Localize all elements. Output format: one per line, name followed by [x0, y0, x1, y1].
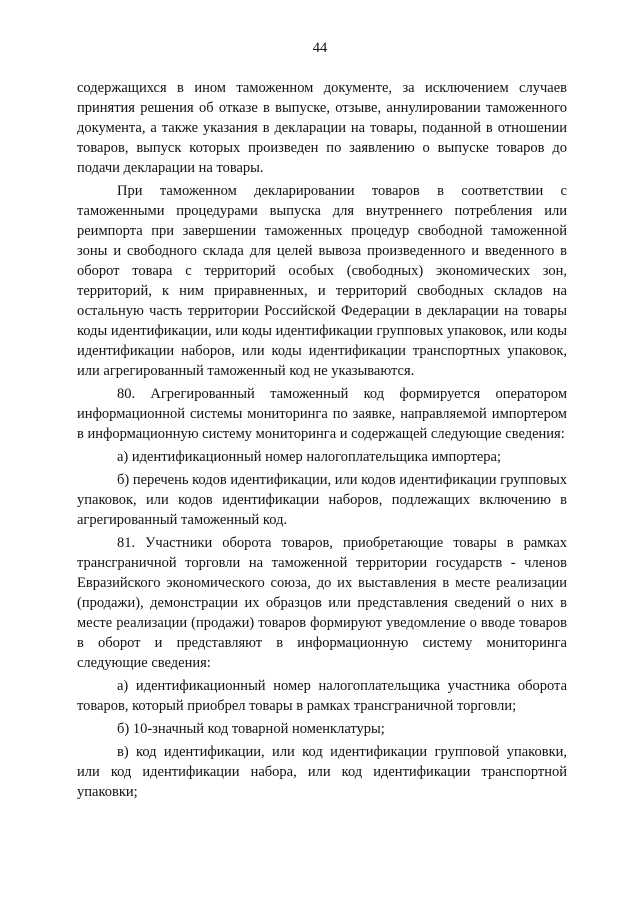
paragraph-continuation: содержащихся в ином таможенном документе, за исключением случаев принятия решения об отказе в выпуске, отзыве, аннулировании таможенного документа, а также указания в декларации на товары, поданной в отношении товаров, выпуск которых произведен по заявлению о выпуске товаров до подачи декларации на товары.: [77, 80, 567, 176]
document-body: [77, 78, 567, 805]
paragraph-item-80-b: б) перечень кодов идентификации, или кодов идентификации групповых упаковок, или кодов идентификации наборов, подлежащих включению в агрегированный таможенный код.: [77, 472, 567, 528]
page-number: 44: [312, 40, 328, 56]
paragraph-item-80: 80. Агрегированный таможенный код формируется оператором информационной системы мониторинга по заявке, направляемой импортером в информационную систему мониторинга и содержащей следующие сведения:: [77, 386, 567, 442]
paragraph-item-81-a: а) идентификационный номер налогоплательщика участника оборота товаров, который приобрел товары в рамках трансграничной торговли;: [77, 678, 567, 714]
paragraph-item-81-c: в) код идентификации, или код идентификации групповой упаковки, или код идентификации набора, или код идентификации транспортной упаковки;: [77, 744, 567, 800]
paragraph-customs-declaration: При таможенном декларировании товаров в соответствии с таможенными процедурами выпуска для внутреннего потребления или реимпорта при завершении таможенных процедур свободной таможенной зоны и свободного склада для целей вывоза произведенного и введенного в оборот товара с территорий особых (свободных) экономических зон, территорий, к ним приравненных, и территорий свободных складов на остальную часть территории Российской Федерации в декларации на товары коды идентификации, или коды идентификации групповых упаковок, или коды идентификации наборов, или коды идентификации транспортных упаковок, или агрегированный таможенный код не указываются.: [77, 183, 567, 379]
paragraph-item-81: 81. Участники оборота товаров, приобретающие товары в рамках трансграничной торговли на таможенной территории государств - членов Евразийского экономического союза, до их выставления в месте реализации (продажи), демонстрации их образцов или представления сведений о них в месте реализации (продажи) товаров формируют уведомление о вводе товаров в оборот и представляют в информационную систему мониторинга следующие сведения:: [77, 535, 567, 671]
paragraph-item-81-b: б) 10-значный код товарной номенклатуры;: [117, 721, 385, 737]
paragraph-item-80-a: а) идентификационный номер налогоплательщика импортера;: [117, 449, 501, 465]
